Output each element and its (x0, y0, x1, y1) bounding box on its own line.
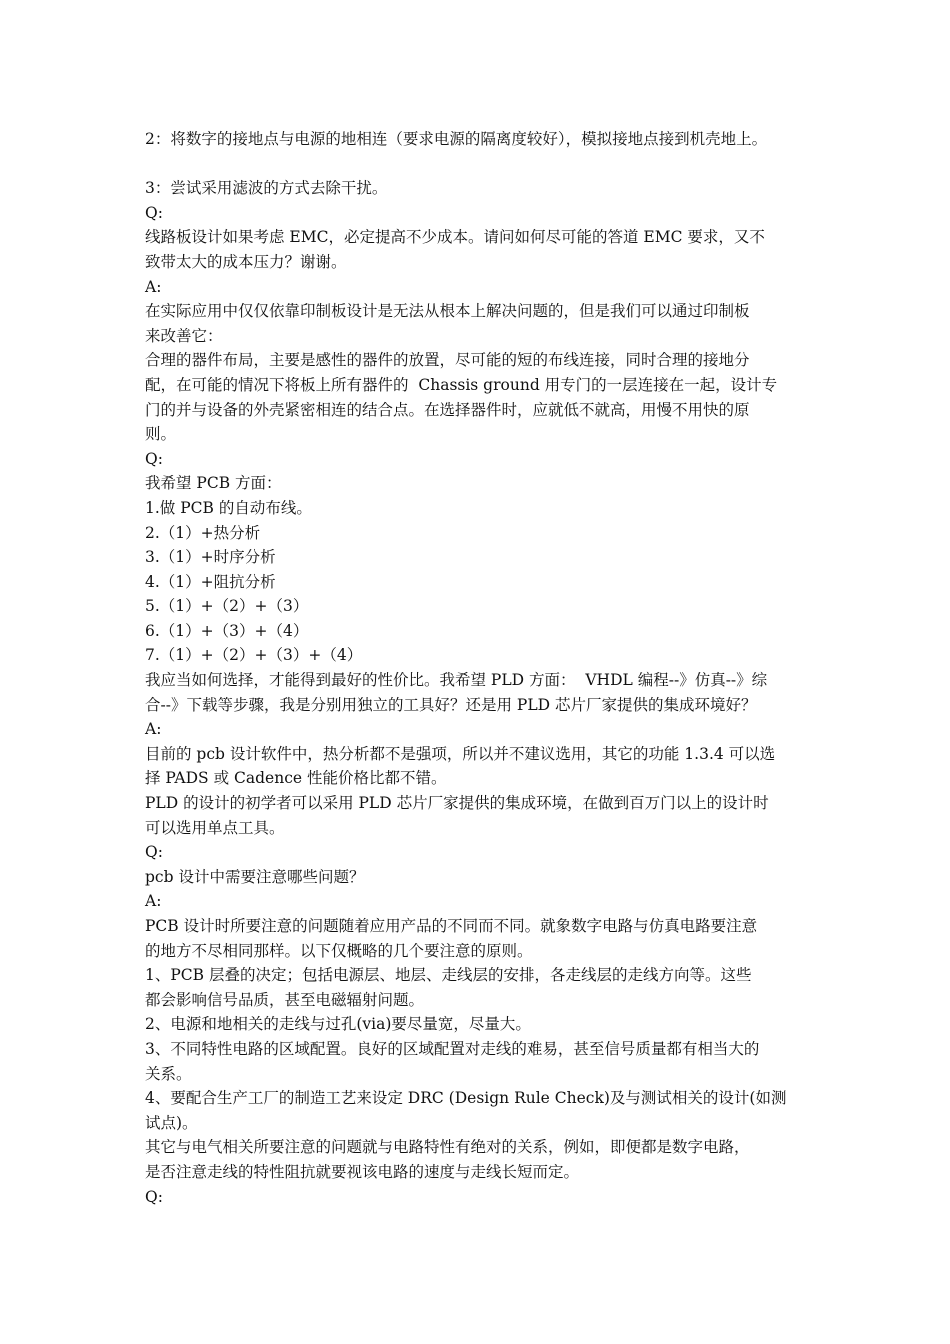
question-marker: Q: (145, 1187, 163, 1206)
blank-line (145, 152, 817, 177)
text-line: 3：尝试采用滤波的方式去除干扰。 (145, 179, 388, 198)
question-marker: Q: (145, 843, 163, 862)
text-line: 试点)。 (145, 1113, 198, 1132)
answer-marker: A: (145, 720, 162, 739)
text-line: 配，在可能的情况下将板上所有器件的 Chassis ground 用专门的一层连接在一起，设计专 (145, 375, 778, 394)
text-line: 目前的 pcb 设计软件中，热分析都不是强项，所以并不建议选用，其它的功能 1.3.4 可以选 (145, 744, 776, 763)
text-line: 合--》下载等步骤，我是分别用独立的工具好？还是用 PLD 芯片厂家提供的集成环境好？ (145, 695, 757, 714)
question-marker: Q: (145, 203, 163, 222)
text-line: PLD 的设计的初学者可以采用 PLD 芯片厂家提供的集成环境，在做到百万门以上的设计时 (145, 794, 769, 813)
text-line: 可以选用单点工具。 (145, 818, 285, 837)
text-line: 2、电源和地相关的走线与过孔(via)要尽量宽，尽量大。 (145, 1015, 531, 1034)
text-line: 在实际应用中仅仅依靠印制板设计是无法从根本上解决问题的，但是我们可以通过印制板 (145, 302, 750, 321)
text-line: 3、不同特性电路的区域配置。良好的区域配置对走线的难易，甚至信号质量都有相当大的 (145, 1039, 760, 1058)
text-line: 致带太大的成本压力？谢谢。 (145, 252, 347, 271)
text-line: 门的并与设备的外壳紧密相连的结合点。在选择器件时，应就低不就高，用慢不用快的原 (145, 400, 750, 419)
list-item: 3.（1）+时序分析 (145, 548, 276, 567)
text-line: 来改善它： (145, 326, 223, 345)
text-line: 4、要配合生产工厂的制造工艺来设定 DRC (Design Rule Check)及与测试相关的设计(如测 (145, 1089, 787, 1108)
list-item: 5.（1）+（2）+（3） (145, 597, 309, 616)
text-line: 合理的器件布局，主要是感性的器件的放置，尽可能的短的布线连接，同时合理的接地分 (145, 351, 750, 370)
text-line: 是否注意走线的特性阻抗就要视该电路的速度与走线长短而定。 (145, 1162, 580, 1181)
list-item: 2.（1）+热分析 (145, 523, 261, 542)
text-line: 我应当如何选择，才能得到最好的性价比。我希望 PLD 方面： VHDL 编程--》仿真--》综 (145, 671, 768, 690)
text-line: PCB 设计时所要注意的问题随着应用产品的不同而不同。就象数字电路与仿真电路要注意 (145, 917, 758, 935)
text-line: 择 PADS 或 Cadence 性能价格比都不错。 (145, 769, 447, 788)
text-line: pcb 设计中需要注意哪些问题？ (145, 867, 365, 886)
list-item: 1.做 PCB 的自动布线。 (145, 498, 312, 517)
text-line: 其它与电气相关所要注意的问题就与电路特性有绝对的关系，例如，即便都是数字电路， (145, 1138, 750, 1157)
text-line: 我希望 PCB 方面： (145, 474, 282, 493)
document-body (145, 126, 817, 1209)
answer-marker: A: (145, 892, 162, 911)
list-item: 4.（1）+阻抗分析 (145, 572, 276, 591)
text-line: 2：将数字的接地点与电源的地相连（要求电源的隔离度较好），模拟接地点接到机壳地上。 (145, 130, 768, 148)
list-item: 6.（1）+（3）+（4） (145, 621, 309, 640)
question-marker: Q: (145, 449, 163, 468)
text-line: 则。 (145, 425, 177, 444)
text-line: 都会影响信号品质，甚至电磁辐射问题。 (145, 990, 425, 1009)
text-line: 的地方不尽相同那样。以下仅概略的几个要注意的原则。 (145, 941, 533, 960)
text-line: 1、PCB 层叠的决定；包括电源层、地层、走线层的安排，各走线层的走线方向等。这些 (145, 966, 752, 985)
text-line: 关系。 (145, 1064, 192, 1083)
text-line: 线路板设计如果考虑 EMC，必定提高不少成本。请问如何尽可能的答道 EMC 要求，又不 (145, 228, 765, 247)
answer-marker: A: (145, 277, 162, 296)
list-item: 7.（1）+（2）+（3）+（4） (145, 646, 363, 665)
